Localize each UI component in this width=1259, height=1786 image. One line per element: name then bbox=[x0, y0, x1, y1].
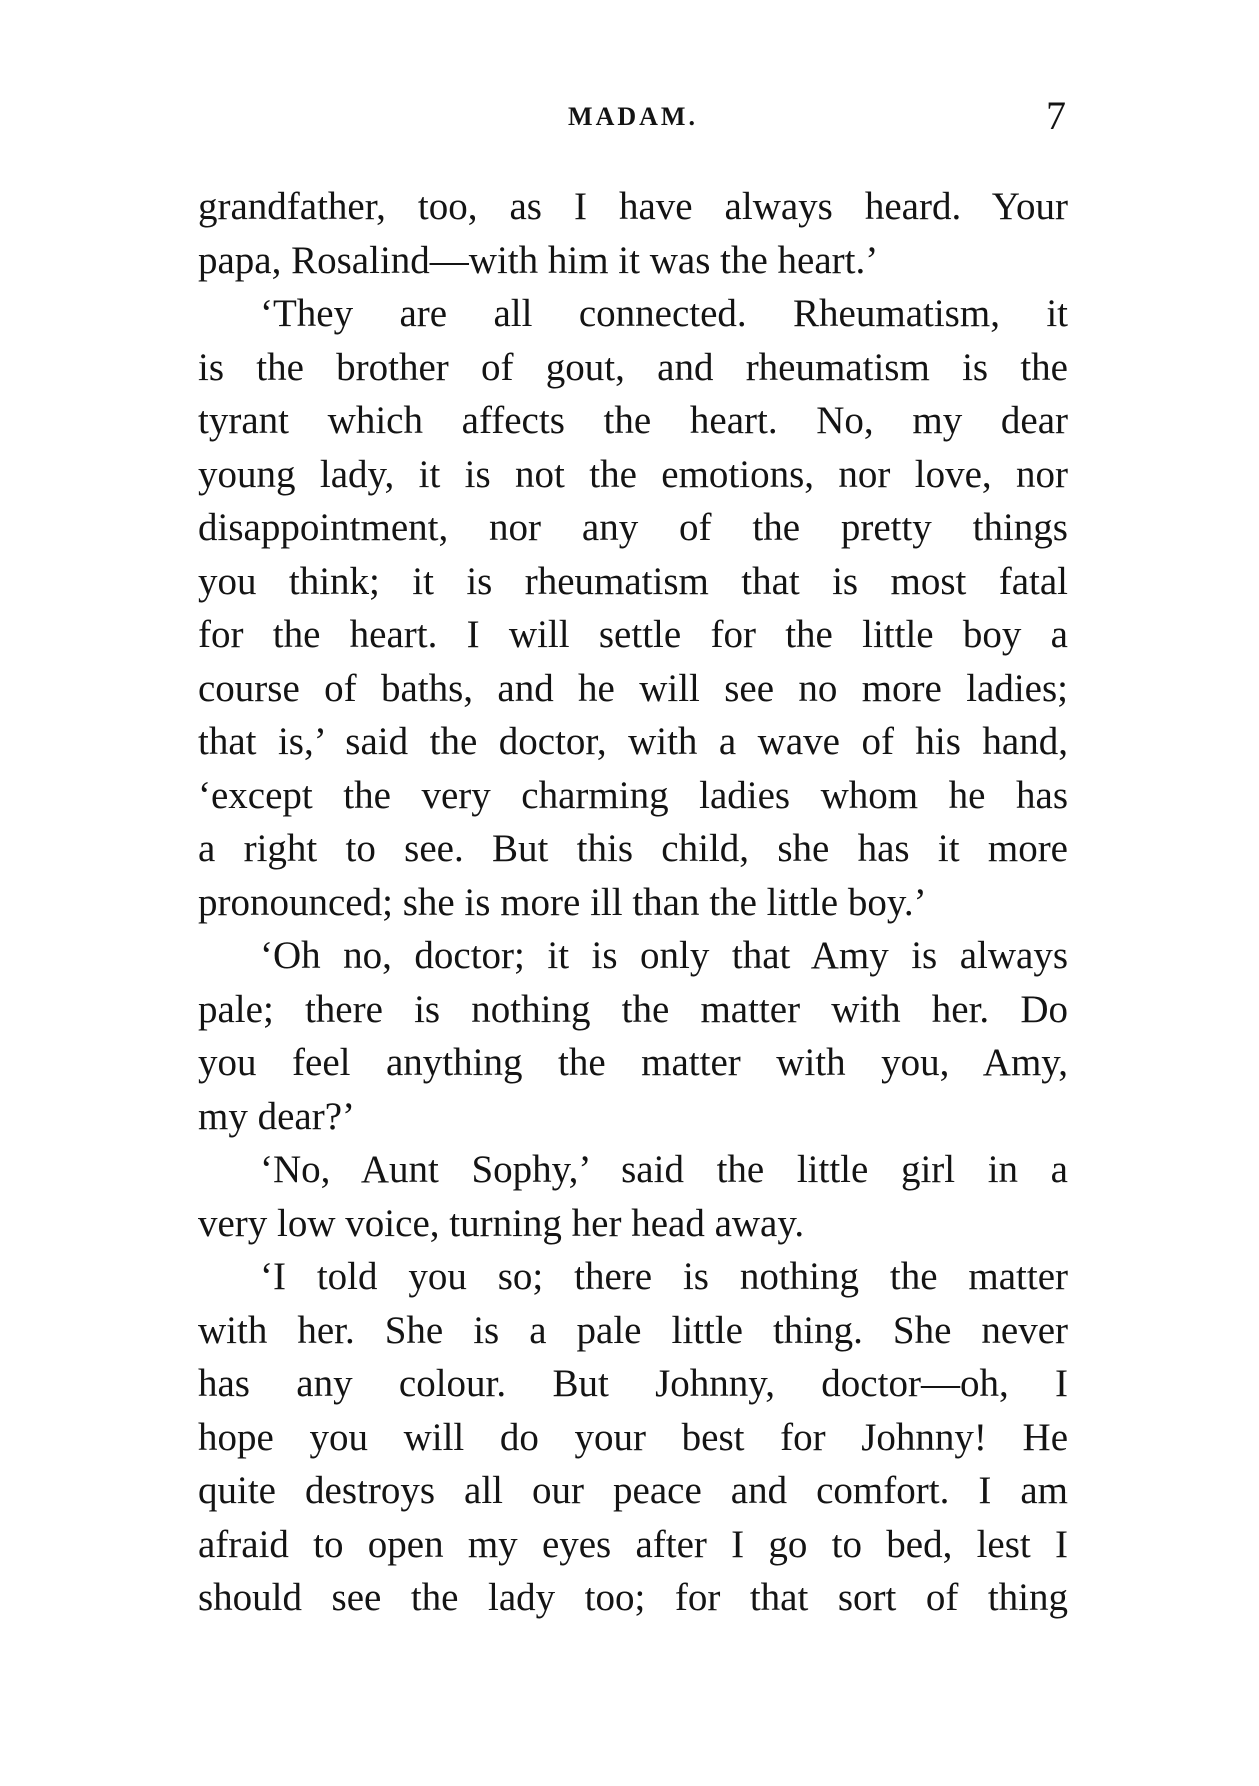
body-text bbox=[198, 180, 1068, 1625]
running-title: MADAM. bbox=[568, 102, 698, 131]
text-line: papa, Rosalind—with him it was the heart.’ bbox=[198, 238, 879, 282]
text-line: ‘No, Aunt Sophy,’ said the little girl in a bbox=[260, 1148, 1068, 1191]
text-line: disappointment, nor any of the pretty things bbox=[198, 506, 1068, 549]
page-header bbox=[198, 93, 1068, 142]
text-line: afraid to open my eyes after I go to bed, lest I bbox=[198, 1522, 1068, 1566]
text-line: my dear?’ bbox=[198, 1094, 355, 1138]
text-line: hope you will do your best for Johnny! He bbox=[198, 1415, 1068, 1459]
text-line: tyrant which affects the heart. No, my dear bbox=[198, 399, 1068, 442]
text-line: has any colour. But Johnny, doctor—oh, I bbox=[198, 1362, 1068, 1405]
text-line: ‘I told you so; there is nothing the matter bbox=[260, 1255, 1068, 1298]
text-line: ‘Oh no, doctor; it is only that Amy is always bbox=[260, 934, 1068, 977]
text-line: that is,’ said the doctor, with a wave of his hand, bbox=[198, 720, 1068, 763]
text-line: very low voice, turning her head away. bbox=[198, 1201, 805, 1245]
page-number: 7 bbox=[1046, 93, 1066, 138]
text-line: quite destroys all our peace and comfort. I am bbox=[198, 1469, 1068, 1512]
text-line: pronounced; she is more ill than the little boy.’ bbox=[198, 880, 927, 924]
text-line: a right to see. But this child, she has it more bbox=[198, 827, 1068, 870]
text-line: you feel anything the matter with you, Amy, bbox=[198, 1041, 1068, 1084]
text-line: for the heart. I will settle for the little boy a bbox=[198, 613, 1068, 656]
text-line: you think; it is rheumatism that is most fatal bbox=[198, 559, 1068, 603]
text-line: young lady, it is not the emotions, nor love, nor bbox=[198, 452, 1068, 496]
text-line: course of baths, and he will see no more ladies; bbox=[198, 666, 1068, 710]
text-line: is the brother of gout, and rheumatism is the bbox=[198, 345, 1068, 389]
text-line: ‘They are all connected. Rheumatism, it bbox=[260, 292, 1068, 335]
text-line: pale; there is nothing the matter with her. Do bbox=[198, 987, 1068, 1031]
text-line: ‘except the very charming ladies whom he has bbox=[198, 773, 1068, 817]
text-line: grandfather, too, as I have always heard. Your bbox=[198, 185, 1068, 228]
text-line: with her. She is a pale little thing. She never bbox=[198, 1308, 1068, 1352]
text-line: should see the lady too; for that sort of thing bbox=[198, 1576, 1068, 1619]
